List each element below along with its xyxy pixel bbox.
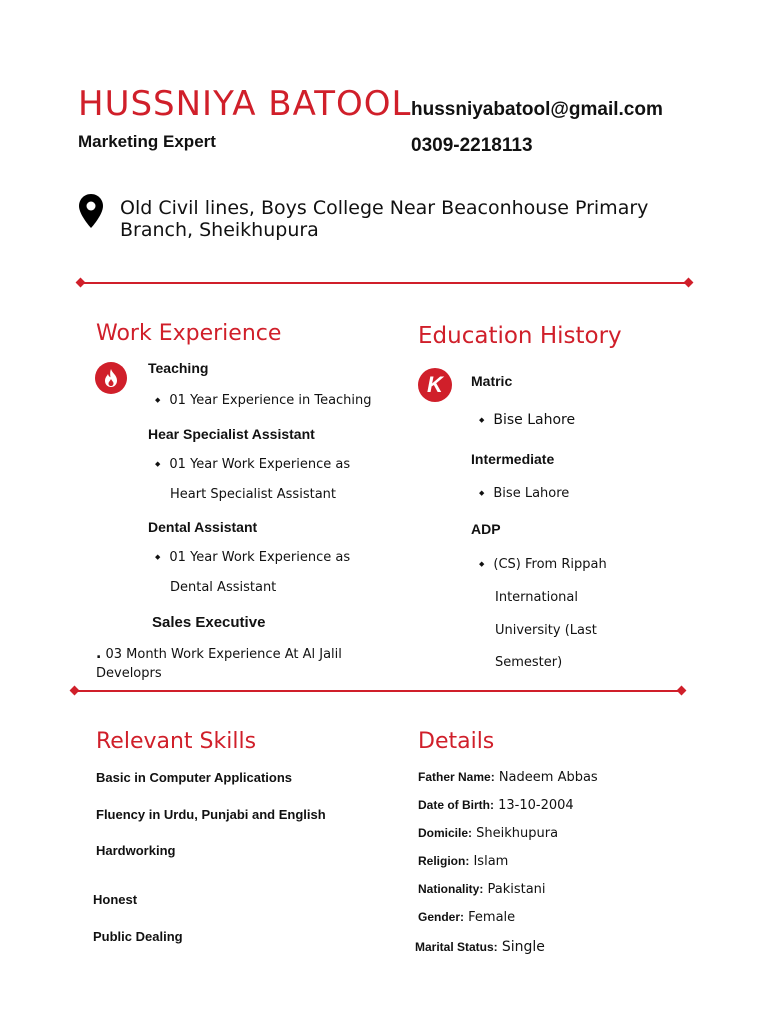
job-line-4-1-text: 03 Month Work Experience At Al Jalil [105, 647, 342, 662]
job-title-1: Teaching [148, 360, 209, 376]
divider-dot-left [76, 278, 86, 288]
edu-line-2-1: ◆ Bise Lahore [479, 486, 569, 501]
job-line-2-1: ◆ 01 Year Work Experience as [155, 457, 350, 472]
divider-dot-right [677, 686, 687, 696]
edu-title-1: Matric [471, 373, 513, 389]
details-heading: Details [418, 729, 495, 754]
detail-value: Islam [473, 854, 509, 869]
detail-label: Father Name: [418, 770, 495, 784]
k-letter-icon [418, 368, 452, 402]
detail-value: Pakistani [487, 882, 546, 897]
address-line-2: Branch, Sheikhupura [120, 219, 319, 241]
skill-4: Honest [93, 892, 138, 907]
detail-father-name [418, 770, 598, 785]
education-heading: Education History [418, 323, 622, 349]
detail-gender [418, 910, 515, 925]
middle-divider [74, 690, 682, 692]
job-title-4: Sales Executive [152, 614, 266, 631]
edu-line-3-1: ◆ (CS) From Rippah [479, 557, 607, 572]
detail-label: Religion: [418, 854, 470, 868]
detail-value: 13-10-2004 [498, 798, 574, 813]
phone-number[interactable]: 0309-2218113 [411, 135, 533, 156]
edu-title-2: Intermediate [471, 451, 555, 467]
detail-value: Female [468, 910, 516, 925]
location-pin-icon [78, 193, 104, 229]
detail-marital-status [415, 939, 545, 955]
address [120, 197, 648, 241]
skill-3: Hardworking [96, 843, 176, 858]
edu-line-3-4: Semester) [495, 655, 563, 670]
job-line-3-1: ◆ 01 Year Work Experience as [155, 550, 350, 565]
job-line-1-1: ◆ 01 Year Experience in Teaching [155, 393, 372, 408]
edu-title-3: ADP [471, 521, 501, 537]
detail-value: Nadeem Abbas [498, 770, 598, 785]
detail-label: Date of Birth: [418, 798, 494, 812]
detail-value: Sheikhupura [476, 826, 559, 841]
header-divider [80, 282, 688, 284]
applicant-name: HUSSNIYA BATOOL [78, 84, 412, 124]
detail-label: Gender: [418, 910, 465, 924]
skill-2: Fluency in Urdu, Punjabi and English [96, 807, 326, 822]
email-address[interactable]: hussniyabatool@gmail.com [411, 99, 663, 120]
detail-nationality [418, 882, 546, 897]
edu-line-1-1: ◆ Bise Lahore [479, 412, 575, 428]
job-line-2-2: Heart Specialist Assistant [170, 487, 336, 502]
job-title: Marketing Expert [78, 132, 216, 151]
job-line-4-1 [96, 646, 342, 662]
detail-label: Nationality: [418, 882, 484, 896]
detail-domicile [418, 826, 558, 841]
work-experience-heading: Work Experience [96, 321, 282, 346]
job-title-2: Hear Specialist Assistant [148, 426, 315, 442]
address-line-1: Old Civil lines, Boys College Near Beaconhouse Primary [120, 197, 649, 219]
k-letter-glyph: K [427, 372, 443, 397]
detail-label: Domicile: [418, 826, 473, 840]
edu-line-3-2: International [495, 590, 578, 605]
job-line-3-2: Dental Assistant [170, 580, 277, 595]
divider-dot-right [684, 278, 694, 288]
bullet-dot: . [96, 646, 102, 662]
edu-line-3-3: University (Last [495, 623, 597, 638]
divider-dot-left [70, 686, 80, 696]
detail-value: Single [501, 939, 545, 955]
job-title-3: Dental Assistant [148, 519, 258, 535]
job-line-4-2: Developrs [96, 666, 162, 681]
skill-5: Public Dealing [93, 929, 183, 944]
detail-label: Marital Status: [415, 940, 498, 954]
flame-icon [95, 362, 127, 394]
skills-heading: Relevant Skills [96, 729, 257, 754]
detail-date-of-birth [418, 798, 574, 813]
skill-1: Basic in Computer Applications [96, 770, 292, 785]
detail-religion [418, 854, 508, 869]
